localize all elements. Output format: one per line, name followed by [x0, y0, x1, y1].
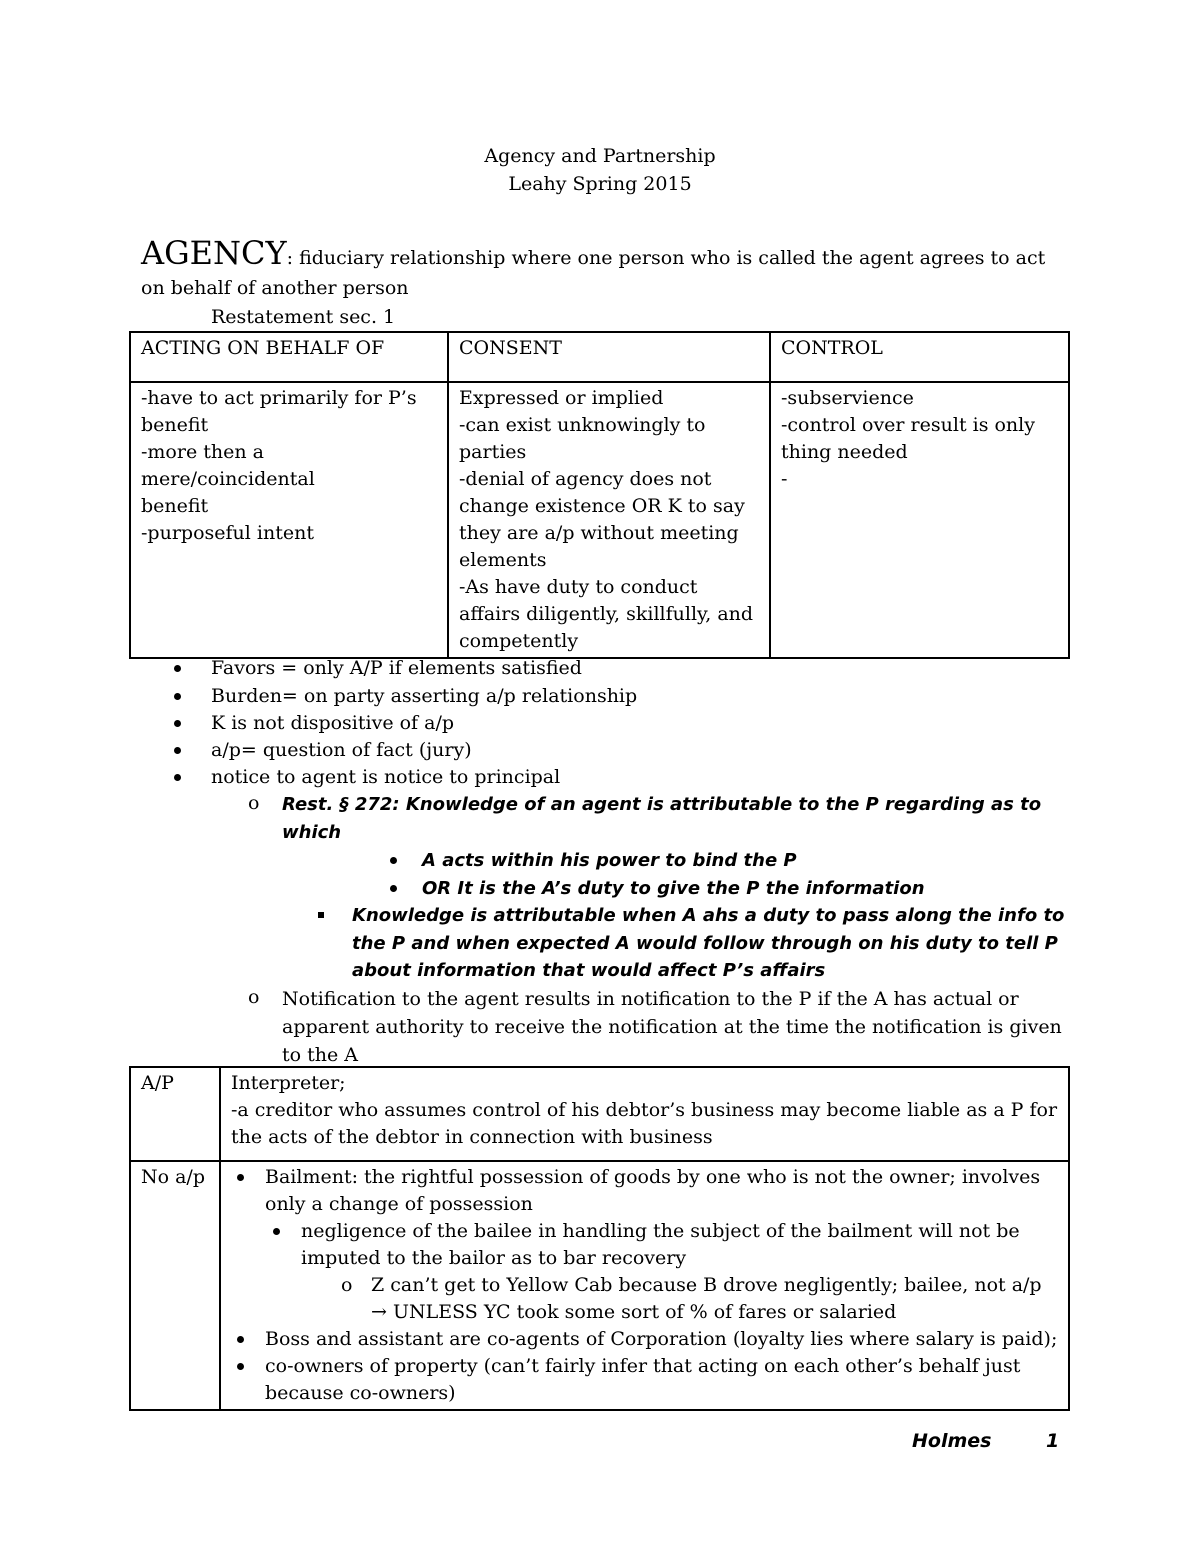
sub-bullet-o-icon: o — [341, 1274, 353, 1296]
consent-line: change existence OR K to say — [459, 495, 745, 517]
bullet-dot-icon — [237, 1336, 244, 1343]
bullet-dot-icon — [390, 857, 397, 864]
bullet-dot-icon — [237, 1363, 244, 1370]
ap-table — [129, 1066, 1070, 1411]
no-ap-label: No a/p — [130, 1161, 220, 1410]
consent-line: they are a/p without meeting — [459, 522, 739, 544]
boss-item — [231, 1326, 1058, 1353]
acting-line: -have to act primarily for P’s — [141, 387, 417, 409]
consent-line: -can exist unknowingly to — [459, 414, 706, 436]
bullet-item: K is not dispositive of a/p — [211, 712, 455, 734]
ap-content — [220, 1067, 1069, 1161]
acting-line: -purposeful intent — [141, 522, 314, 544]
consent-line: elements — [459, 549, 547, 571]
negligence-line: imputed to the bailor as to bar recovery — [301, 1247, 687, 1269]
co-owners-line: because co-owners) — [265, 1382, 456, 1404]
bullet-dot-icon — [174, 747, 181, 754]
page-number: 1 — [1046, 1430, 1060, 1452]
consent-line: -As have duty to conduct — [459, 576, 698, 598]
consent-line: -denial of agency does not — [459, 468, 712, 490]
square-bullet-icon — [318, 912, 324, 918]
yellow-cab-line: Z can’t get to Yellow Cab because B drove negligently; bailee, not a/p — [371, 1274, 1042, 1296]
consent-line: Expressed or implied — [459, 387, 664, 409]
bullet-item: notice to agent is notice to principal — [211, 766, 561, 788]
consent-line: affairs diligently, skillfully, and — [459, 603, 754, 625]
knowledge-line2: the P and when expected A would follow through on his duty to tell P — [352, 933, 1058, 954]
elements-body-row — [130, 382, 1069, 658]
bailment-line: Bailment: the rightful possession of goods by one who is not the owner; involves — [265, 1166, 1041, 1188]
control-line: -control over result is only — [781, 414, 1035, 436]
bullet-dot-icon — [174, 720, 181, 727]
bullet-dot-icon — [237, 1174, 244, 1181]
bullet-dot-icon — [174, 693, 181, 700]
yellow-cab-item — [231, 1272, 1058, 1326]
unless-text: UNLESS YC took some sort of % of fares or salaried — [386, 1301, 897, 1323]
notification-line1: Notification to the agent results in notification to the P if the A has actual or — [282, 988, 1019, 1010]
acting-line: benefit — [141, 495, 209, 517]
co-owners-line: co-owners of property (can’t fairly infer that acting on each other’s behalf just — [265, 1355, 1021, 1377]
sub-bullet-o-icon: o — [248, 792, 260, 814]
arrow-right-icon: → — [371, 1301, 387, 1323]
rest-bullet-1: A acts within his power to bind the P — [422, 850, 797, 871]
elements-header-row — [130, 332, 1069, 382]
knowledge-line3: about information that would affect P’s affairs — [352, 960, 826, 981]
bullet-dot-icon — [174, 665, 181, 672]
elements-table — [129, 331, 1070, 659]
consent-cell — [448, 382, 770, 658]
agency-word: AGENCY — [141, 234, 287, 272]
header-control: CONTROL — [770, 332, 1069, 382]
restatement-ref: Restatement sec. 1 — [211, 306, 396, 328]
doc-title: Agency and Partnership — [484, 145, 716, 167]
bailment-line: only a change of possession — [265, 1193, 533, 1215]
control-line: thing needed — [781, 441, 908, 463]
acting-line: -more then a mere/coincidental — [141, 441, 315, 490]
bailment-item — [231, 1164, 1058, 1218]
bullet-item: a/p= question of fact (jury) — [211, 739, 472, 761]
header-consent: CONSENT — [448, 332, 770, 382]
control-line: - — [781, 468, 788, 490]
consent-line: competently — [459, 630, 579, 652]
ap-label: A/P — [130, 1067, 220, 1161]
knowledge-line1: Knowledge is attributable when A ahs a duty to pass along the info to — [352, 905, 1065, 926]
unless-line — [371, 1299, 1058, 1326]
boss-line: Boss and assistant are co-agents of Corporation (loyalty lies where salary is paid); — [265, 1328, 1058, 1350]
rest-272-line1: Rest. § 272: Knowledge of an agent is attributable to the P regarding as to — [282, 794, 1042, 815]
consent-line: parties — [459, 441, 527, 463]
notification-line3: to the A — [282, 1044, 358, 1066]
ap-line: the acts of the debtor in connection with business — [231, 1126, 713, 1148]
sub-bullet-o-icon: o — [248, 986, 260, 1008]
agency-definition — [141, 234, 1071, 303]
bullet-item: Favors = only A/P if elements satisfied — [211, 657, 582, 679]
no-ap-content — [220, 1161, 1069, 1410]
rest-272-line2: which — [282, 822, 342, 843]
bullet-item: Burden= on party asserting a/p relationship — [211, 685, 638, 707]
agency-def-text: : fiduciary relationship where one person who is called the agent agrees to act on behalf of another person — [141, 247, 1046, 299]
acting-line: benefit — [141, 414, 209, 436]
header-acting: ACTING ON BEHALF OF — [130, 332, 448, 382]
ap-row — [130, 1067, 1069, 1161]
bullet-dot-icon — [174, 774, 181, 781]
no-ap-row — [130, 1161, 1069, 1410]
notification-line2: apparent authority to receive the notification at the time the notification is given — [282, 1016, 1062, 1038]
rest-bullet-2: OR It is the A’s duty to give the P the information — [422, 878, 925, 899]
control-cell — [770, 382, 1069, 658]
acting-cell — [130, 382, 448, 658]
co-owners-item — [231, 1353, 1058, 1407]
doc-subtitle: Leahy Spring 2015 — [508, 173, 692, 195]
negligence-item — [231, 1218, 1058, 1272]
control-line: -subservience — [781, 387, 914, 409]
negligence-line: negligence of the bailee in handling the subject of the bailment will not be — [301, 1220, 1020, 1242]
ap-line: Interpreter; — [231, 1072, 346, 1094]
ap-line: -a creditor who assumes control of his debtor’s business may become liable as a P for — [231, 1099, 1058, 1121]
footer-author: Holmes — [912, 1430, 992, 1452]
bullet-dot-icon — [390, 885, 397, 892]
bullet-dot-icon — [273, 1228, 280, 1235]
